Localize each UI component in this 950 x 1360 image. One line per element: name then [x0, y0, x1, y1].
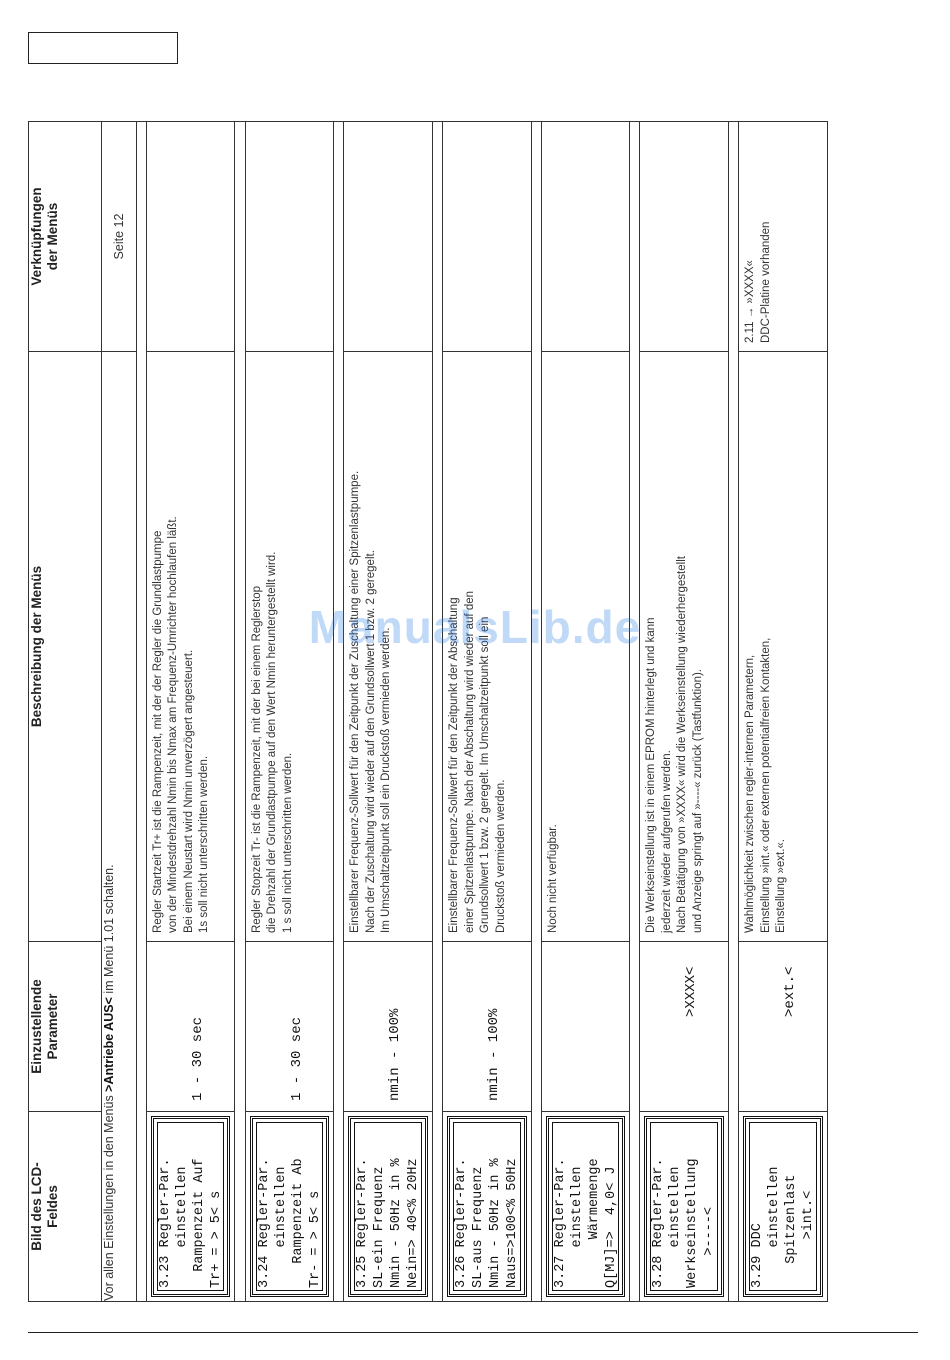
- parameter-box: [739, 942, 805, 1111]
- row-gap: [334, 122, 344, 1302]
- row-gap: [235, 122, 245, 1302]
- table-row: [344, 122, 433, 1302]
- lcd-line: Wärmemenge: [586, 1158, 602, 1288]
- description-line: 1 s soll nicht unterschritten werden.: [281, 752, 294, 933]
- links-text: [739, 122, 778, 351]
- lcd-display: [447, 1116, 527, 1297]
- bottom-rule: [28, 1332, 918, 1333]
- table-row: [739, 122, 828, 1302]
- link-line: 2.11 → »XXXX«: [744, 260, 757, 343]
- table-row: [146, 122, 235, 1302]
- links-cell: [245, 122, 334, 352]
- header-description: Beschreibung der Menüs: [29, 352, 102, 942]
- description-line: Druckstoß vermieden werden.: [494, 779, 507, 933]
- lcd-cell: [146, 1112, 235, 1302]
- description-text: [640, 352, 710, 941]
- description-line: jederzeit wieder aufgerufen werden.: [660, 750, 673, 933]
- lcd-line: einstellen: [767, 1166, 783, 1288]
- parameter-cell: [146, 942, 235, 1112]
- lcd-cell: [739, 1112, 828, 1302]
- note-row: [101, 122, 136, 1302]
- links-cell: [541, 122, 630, 352]
- lcd-display: [743, 1116, 823, 1297]
- parameter-cell: [541, 942, 630, 1112]
- lcd-line: Werkseinstellung: [685, 1158, 701, 1288]
- row-gap: [136, 122, 146, 1302]
- lcd-cell: [344, 1112, 433, 1302]
- lcd-line: Rampenzeit Ab: [290, 1158, 306, 1288]
- row-gap: [432, 122, 442, 1302]
- lcd-line: >----<: [702, 1206, 718, 1288]
- lcd-line: einstellen: [174, 1166, 190, 1288]
- lcd-line: 3.26 Regler-Par.: [454, 1158, 470, 1288]
- parameter-cell: [739, 942, 828, 1112]
- lcd-line: 3.24 Regler-Par.: [256, 1158, 272, 1288]
- links-text: [147, 122, 155, 351]
- lcd-line: >int.<: [801, 1190, 817, 1288]
- links-cell: [443, 122, 532, 352]
- lcd-line: Nein=> 40<% 20Hz: [406, 1158, 422, 1288]
- row-gap: [729, 122, 739, 1302]
- description-line: und Anzeige springt auf »----« zurück (Tastfunktion).: [691, 669, 704, 933]
- lcd-display: [644, 1116, 724, 1297]
- row-gap: [531, 122, 541, 1302]
- parameter-cell: [245, 942, 334, 1112]
- parameter-box: [246, 942, 312, 1111]
- lcd-display: [546, 1116, 626, 1297]
- parameter-box: [443, 942, 509, 1111]
- lcd-line: SL-aus Frequenz: [471, 1166, 487, 1288]
- parameter-cell: [443, 942, 532, 1112]
- table-row: [245, 122, 334, 1302]
- description-text: [739, 352, 794, 941]
- links-cell: [640, 122, 729, 352]
- lcd-line: 3.29 DDC: [750, 1223, 766, 1288]
- table-row: [443, 122, 532, 1302]
- lcd-line: 3.28 Regler-Par.: [651, 1158, 667, 1288]
- description-line: Nach der Zuschaltung wird wieder auf den Grundsollwert 1 bzw. 2 geregelt.: [364, 550, 377, 933]
- parameter-cell: [640, 942, 729, 1112]
- parameter-cell: [344, 942, 433, 1112]
- parameter-box: [147, 942, 213, 1111]
- page-label-box: [28, 32, 178, 64]
- links-text: [542, 122, 550, 351]
- lcd-cell: [245, 1112, 334, 1302]
- lcd-cell: [640, 1112, 729, 1302]
- description-line: 1s soll nicht unterschritten werden.: [198, 755, 211, 933]
- header-parameter: Einzustellende Parameter: [29, 942, 102, 1112]
- note-text: Vor allen Einstellungen in den Menüs >Antriebe AUS< im Menü 1.01 schalten.: [101, 352, 136, 1302]
- description-cell: [146, 352, 235, 942]
- description-line: die Drehzahl der Grundlastpumpe auf den Wert Nmin heruntergestellt wird.: [266, 551, 279, 933]
- link-line: DDC-Platine vorhanden: [759, 221, 772, 343]
- description-line: einer Spitzenlastpumpe. Nach der Abschaltung wird wieder auf den: [463, 590, 476, 933]
- lcd-line: Naus=>100<% 50Hz: [505, 1158, 521, 1288]
- row-gap: [630, 122, 640, 1302]
- lcd-line: Spitzenlast: [784, 1174, 800, 1288]
- lcd-line: 3.27 Regler-Par.: [552, 1158, 568, 1288]
- parameter-box: [344, 942, 410, 1111]
- links-text: [443, 122, 451, 351]
- parameter-value: 1 - 30 sec: [288, 1016, 305, 1101]
- description-line: Einstellbarer Frequenz-Sollwert für den Zeitpunkt der Abschaltung: [448, 597, 461, 933]
- lcd-line: Tr+ = > 5< s: [208, 1190, 224, 1288]
- row-gap-cell: [334, 122, 344, 1302]
- description-line: Wahlmöglichkeit zwischen regler-internen Parametern,: [744, 654, 757, 933]
- description-line: Die Werkseinstellung ist in einem EPROM hinterlegt und kann: [645, 617, 658, 933]
- lcd-display: [250, 1116, 330, 1297]
- row-gap-cell: [630, 122, 640, 1302]
- description-line: Regler Stopzeit Tr- ist die Rampenzeit, mit der bei einem Reglerstop: [250, 585, 263, 933]
- row-gap-cell: [432, 122, 442, 1302]
- menu-table: [28, 121, 828, 1302]
- lcd-line: 3.25 Regler-Par.: [355, 1158, 371, 1288]
- watermark: ManualsLib.de: [308, 601, 642, 653]
- parameter-box: [640, 942, 706, 1111]
- lcd-display: [151, 1116, 231, 1297]
- description-line: Einstellung »int.« oder externen potentialfreien Kontakten,: [759, 637, 772, 933]
- links-cell: [344, 122, 433, 352]
- parameter-value: nmin - 100%: [387, 1008, 404, 1101]
- note-page-link: Seite 12: [101, 122, 136, 352]
- header-lcd: Bild des LCD- Feldes: [29, 1112, 102, 1302]
- lcd-line: Nmin - 50Hz in %: [488, 1158, 504, 1288]
- description-line: Einstellung »ext.«.: [775, 839, 788, 933]
- parameter-value: >ext.<: [782, 966, 799, 1101]
- lcd-line: einstellen: [569, 1166, 585, 1288]
- description-cell: [640, 352, 729, 942]
- description-text: [147, 352, 217, 941]
- description-line: Nach Betätigung von »XXXX« wird die Werkseinstellung wiederhergestellt: [676, 556, 689, 933]
- header-links: Verknüpfungen der Menüs: [29, 122, 102, 352]
- links-text: [246, 122, 254, 351]
- lcd-line: Nmin - 50Hz in %: [389, 1158, 405, 1288]
- row-gap-cell: [235, 122, 245, 1302]
- description-line: Einstellbarer Frequenz-Sollwert für den Zeitpunkt der Zuschaltung einer Spitzenlastpumpe.: [349, 470, 362, 933]
- table-row: [541, 122, 630, 1302]
- description-cell: [739, 352, 828, 942]
- parameter-value: nmin - 100%: [486, 1008, 503, 1101]
- parameter-value: 1 - 30 sec: [189, 1016, 206, 1101]
- rotated-menu-table: [28, 122, 828, 1302]
- row-gap-cell: [531, 122, 541, 1302]
- lcd-line: einstellen: [273, 1166, 289, 1288]
- lcd-line: Q[MJ]=> 4,0< J: [603, 1166, 619, 1288]
- row-gap-cell: [136, 122, 146, 1302]
- links-text: [640, 122, 648, 351]
- table-row: [640, 122, 729, 1302]
- description-line: Regler Startzeit Tr+ ist die Rampenzeit, mit der der Regler die Grundlastpumpe: [151, 530, 164, 933]
- lcd-display: [348, 1116, 428, 1297]
- lcd-line: einstellen: [668, 1166, 684, 1288]
- parameter-box: [542, 942, 608, 1111]
- links-cell: [146, 122, 235, 352]
- description-text: [246, 352, 301, 941]
- parameter-value: >XXXX<: [683, 966, 700, 1101]
- links-text: [344, 122, 352, 351]
- description-line: Im Umschaltzeitpunkt soll ein Druckstoß vermieden werden.: [380, 627, 393, 933]
- description-line: Bei einem Neustart wird Nmin unverzögert angesteuert.: [182, 649, 195, 933]
- links-cell: [739, 122, 828, 352]
- description-line: von der Mindestdrehzahl Nmin bis Nmax am Frequenz-Umrichter hochlaufen läßt.: [167, 516, 180, 933]
- table-header-row: [29, 122, 102, 1302]
- lcd-line: SL-ein Frequenz: [372, 1166, 388, 1288]
- description-line: Noch nicht verfügbar.: [546, 824, 559, 933]
- lcd-line: Tr- = > 5< s: [307, 1190, 323, 1288]
- description-line: Grundsollwert 1 bzw. 2 geregelt. Im Umschaltzeitpunkt soll ein: [479, 616, 492, 933]
- lcd-cell: [541, 1112, 630, 1302]
- lcd-line: Rampenzeit Auf: [191, 1158, 207, 1288]
- lcd-cell: [443, 1112, 532, 1302]
- row-gap-cell: [729, 122, 739, 1302]
- lcd-line: 3.23 Regler-Par.: [157, 1158, 173, 1288]
